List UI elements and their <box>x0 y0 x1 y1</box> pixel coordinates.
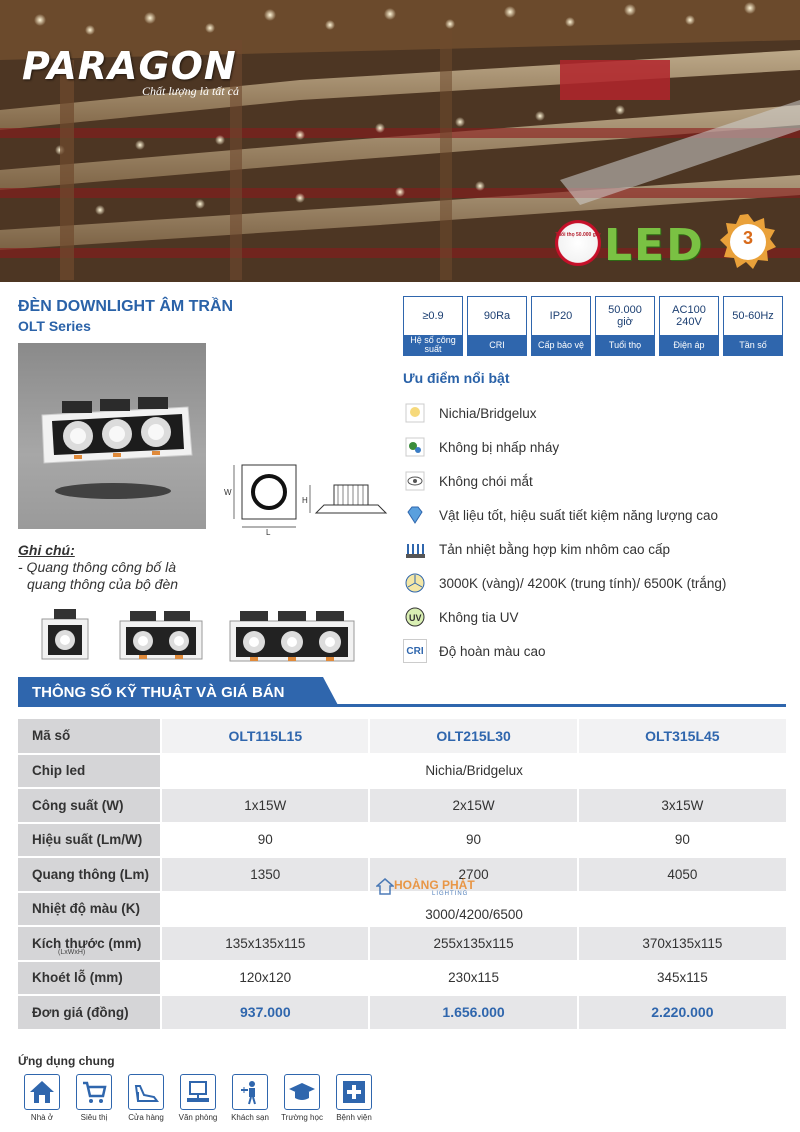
table-cell: 90 <box>578 823 786 858</box>
row-key-subtext: (LxWxH) <box>58 949 86 956</box>
spec-value: AC100 240V <box>672 304 706 328</box>
advantage-item <box>403 532 798 566</box>
price-cell: 2.220.000 <box>578 995 786 1030</box>
table-cell: 3x15W <box>578 788 786 823</box>
advantage-item <box>403 600 798 634</box>
note-heading: Ghi chú: <box>18 542 75 558</box>
application-label: Khách sạn <box>231 1113 269 1122</box>
hospital-icon <box>336 1074 372 1110</box>
spec-cri <box>467 296 527 356</box>
application-label: Trường học <box>281 1113 323 1122</box>
watermark-logo <box>376 878 476 904</box>
spec-lifetime <box>595 296 655 356</box>
advantage-item <box>403 396 798 430</box>
hotel-icon <box>232 1074 268 1110</box>
cart-icon <box>76 1074 112 1110</box>
section-title: THÔNG SỐ KỸ THUẬT VÀ GIÁ BÁN <box>18 677 323 707</box>
heatsink-icon <box>403 537 427 561</box>
table-cell: 90 <box>369 823 577 858</box>
chip-icon <box>403 401 427 425</box>
spec-power-factor <box>403 296 463 356</box>
flicker-free-icon <box>403 435 427 459</box>
application-label: Văn phòng <box>178 1113 218 1122</box>
table-cell: 1x15W <box>161 788 369 823</box>
application-label: Siêu thị <box>80 1113 108 1122</box>
table-cell: 230x115 <box>369 961 577 996</box>
row-key: Đơn giá (đồng) <box>18 995 161 1030</box>
note-line-2: quang thông của bộ đèn <box>27 576 179 592</box>
table-cell: 120x120 <box>161 961 369 996</box>
advantage-text: Không tia UV <box>439 609 519 625</box>
spec-label: Cấp bảo vệ <box>532 335 590 355</box>
svg-text:UV: UV <box>409 613 422 623</box>
hero-banner <box>0 0 800 282</box>
cri-icon: CRI <box>403 639 427 663</box>
application-label: Cửa hàng <box>128 1113 164 1122</box>
note-text <box>18 559 238 593</box>
lifetime-badge: Tuổi thọ 50.000 giờ <box>555 220 601 266</box>
advantage-item <box>403 498 798 532</box>
triple-downlight-image <box>18 343 206 529</box>
row-key-text: Kích thước (mm) <box>32 935 142 951</box>
uv-free-icon <box>403 605 427 629</box>
shoe-icon <box>128 1074 164 1110</box>
row-key: Khoét lỗ (mm) <box>18 961 161 996</box>
row-key: Công suất (W) <box>18 788 161 823</box>
advantages-heading: Ưu điểm nổi bật <box>403 370 510 386</box>
advantage-text: Không bị nhấp nháy <box>439 439 560 455</box>
spec-value: IP20 <box>549 310 573 322</box>
table-row <box>18 926 786 961</box>
row-key: Nhiệt độ màu (K) <box>18 892 161 927</box>
advantage-item <box>403 430 798 464</box>
brand-logo: PARAGON <box>22 44 237 88</box>
application-item <box>330 1074 378 1122</box>
advantage-text: Vật liệu tốt, hiệu suất tiết kiệm năng lượng cao <box>439 507 719 523</box>
table-cell: 1350 <box>161 857 369 892</box>
application-item <box>122 1074 170 1122</box>
table-cell: 345x115 <box>578 961 786 996</box>
spec-voltage <box>659 296 719 356</box>
application-item <box>226 1074 274 1122</box>
advantage-item <box>403 634 798 668</box>
table-cell: OLT315L45 <box>578 719 786 754</box>
spec-label: Điện áp <box>660 335 718 355</box>
row-key: Chip led <box>18 754 161 789</box>
application-label: Nhà ở <box>30 1113 54 1122</box>
spec-label: CRI <box>468 335 526 355</box>
application-item <box>174 1074 222 1122</box>
warranty-badge <box>718 212 778 272</box>
applications-list <box>18 1074 378 1122</box>
spec-frequency <box>723 296 783 356</box>
dim-h-label: H <box>302 496 308 505</box>
spec-value: 50-60Hz <box>732 310 774 322</box>
row-key: Mã số <box>18 719 161 754</box>
product-variants <box>40 605 360 665</box>
table-row <box>18 754 786 789</box>
table-row <box>18 719 786 754</box>
note-line-1: - Quang thông công bố là <box>18 559 177 575</box>
table-cell: Nichia/Bridgelux <box>161 754 786 789</box>
spec-value: 90Ra <box>483 310 511 322</box>
graduation-cap-icon <box>284 1074 320 1110</box>
table-cell: 90 <box>161 823 369 858</box>
warranty-years: 3 <box>742 228 753 248</box>
table-cell: 370x135x115 <box>578 926 786 961</box>
led-logo: LED <box>604 220 705 271</box>
variant-3-icon <box>230 611 354 661</box>
spec-label: Tuổi thọ <box>596 335 654 355</box>
advantage-text: Tản nhiệt bằng hợp kim nhôm cao cấp <box>439 541 670 557</box>
advantage-item <box>403 464 798 498</box>
applications-heading: Ứng dụng chung <box>18 1054 115 1068</box>
spec-ip <box>531 296 591 356</box>
table-cell: 255x135x115 <box>369 926 577 961</box>
table-cell: OLT215L30 <box>369 719 577 754</box>
table-cell: 135x135x115 <box>161 926 369 961</box>
house-icon <box>24 1074 60 1110</box>
table-row <box>18 788 786 823</box>
watermark-name: HOÀNG PHÁT <box>394 878 475 892</box>
application-item <box>278 1074 326 1122</box>
product-title: ĐÈN DOWNLIGHT ÂM TRẦN <box>18 298 234 315</box>
eye-icon <box>403 469 427 493</box>
dimension-drawing <box>212 455 392 535</box>
spec-value: 50.000 giờ <box>608 304 642 328</box>
diamond-icon <box>403 503 427 527</box>
table-cell: 2x15W <box>369 788 577 823</box>
application-label: Bệnh viện <box>336 1113 372 1122</box>
advantage-text: Nichia/Bridgelux <box>439 405 537 421</box>
application-item <box>18 1074 66 1122</box>
office-icon <box>180 1074 216 1110</box>
spec-label: Tần số <box>724 335 782 355</box>
table-row <box>18 823 786 858</box>
row-key: Quang thông (Lm) <box>18 857 161 892</box>
price-cell: 1.656.000 <box>369 995 577 1030</box>
price-cell: 937.000 <box>161 995 369 1030</box>
variant-2-icon <box>120 611 202 659</box>
table-cell: 2700 <box>369 857 577 892</box>
table-row <box>18 995 786 1030</box>
spec-label: Hệ số công suất <box>404 335 462 355</box>
dim-w-label: W <box>224 488 232 497</box>
house-logo-icon <box>376 878 394 896</box>
advantage-text: 3000K (vàng)/ 4200K (trung tính)/ 6500K (trắng) <box>439 575 727 591</box>
product-series: OLT Series <box>18 318 91 334</box>
watermark-sub: LIGHTING <box>432 891 469 897</box>
table-cell: OLT115L15 <box>161 719 369 754</box>
advantage-text: Không chói mắt <box>439 473 533 489</box>
table-cell: 4050 <box>578 857 786 892</box>
dim-l-label: L <box>266 528 271 535</box>
row-key: Hiệu suất (Lm/W) <box>18 823 161 858</box>
spec-table <box>18 719 786 1031</box>
row-key <box>18 926 161 961</box>
table-row <box>18 961 786 996</box>
table-cell: 3000/4200/6500 <box>161 892 786 927</box>
spec-section-header <box>18 677 786 707</box>
brand-slogan: Chất lượng là tất cả <box>142 84 239 98</box>
application-item <box>70 1074 118 1122</box>
spec-boxes <box>403 296 783 356</box>
spec-value: ≥0.9 <box>422 310 444 322</box>
advantages-list <box>403 396 798 668</box>
color-temp-icon <box>403 571 427 595</box>
variant-1-icon <box>42 609 88 659</box>
product-photo <box>18 343 206 529</box>
advantage-item <box>403 566 798 600</box>
advantage-text: Độ hoàn màu cao <box>439 643 546 659</box>
